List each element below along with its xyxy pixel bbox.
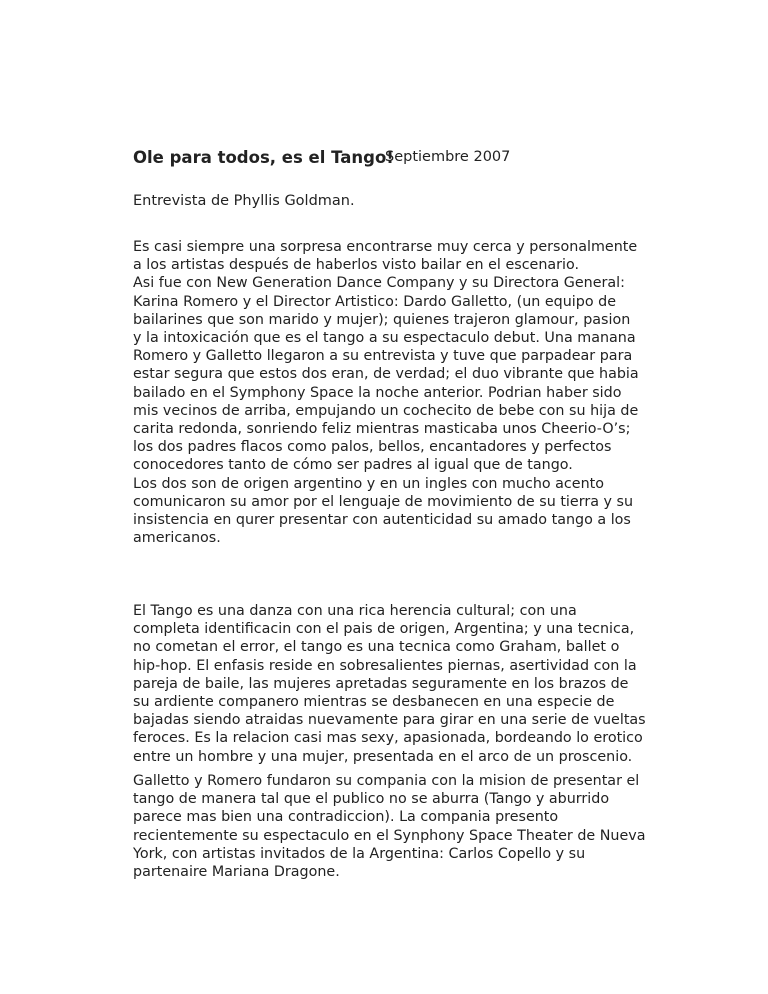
text-line: bailado en el Symphony Space la noche anterior. Podrian haber sido bbox=[133, 384, 622, 401]
text-line: estar segura que estos dos eran, de verdad; el duo vibrante que habia bbox=[133, 366, 639, 383]
text-line: recientemente su espectaculo en el Synphony Space Theater de Nueva bbox=[133, 827, 646, 844]
text-line: Es casi siempre una sorpresa encontrarse muy cerca y personalmente bbox=[133, 239, 638, 255]
paragraph-1 bbox=[133, 238, 639, 547]
text-line: bailarines que son marido y mujer); quienes trajeron glamour, pasion bbox=[133, 311, 631, 328]
text-line: completa identificacin con el pais de origen, Argentina; y una tecnica, bbox=[133, 621, 635, 638]
text-line: York, con artistas invitados de la Argentina: Carlos Copello y su bbox=[133, 845, 586, 862]
text-line: Asi fue con New Generation Dance Company y su Directora General: bbox=[133, 275, 625, 292]
text-line: feroces. Es la relacion casi mas sexy, apasionada, bordeando lo erotico bbox=[133, 730, 643, 747]
text-line: a los artistas después de haberlos visto bailar en el escenario. bbox=[133, 257, 580, 274]
text-line: Los dos son de origen argentino y en un ingles con mucho acento bbox=[133, 475, 605, 492]
text-line: conocedores tanto de cómo ser padres al igual que de tango. bbox=[133, 457, 573, 474]
text-line: Karina Romero y el Director Artistico: Dardo Galletto, (un equipo de bbox=[133, 293, 617, 310]
text-line: americanos. bbox=[133, 530, 221, 547]
text-line: Romero y Galletto llegaron a su entrevista y tuve que parpadear para bbox=[133, 348, 633, 365]
text-line: y la intoxicación que es el tango a su espectaculo debut. Una manana bbox=[133, 330, 636, 347]
text-line: mis vecinos de arriba, empujando un cochecito de bebe con su hija de bbox=[133, 402, 639, 419]
article-date: Septiembre 2007 bbox=[385, 149, 511, 165]
article-title: Ole para todos, es el Tango! bbox=[133, 148, 394, 167]
text-line: los dos padres flacos como palos, bellos, encantadores y perfectos bbox=[133, 439, 612, 456]
paragraph-3 bbox=[133, 772, 646, 881]
text-line: no cometan el error, el tango es una tecnica como Graham, ballet o bbox=[133, 639, 620, 656]
text-line: insistencia en qurer presentar con autenticidad su amado tango a los bbox=[133, 512, 631, 529]
text-line: pareja de baile, las mujeres apretadas seguramente en los brazos de bbox=[133, 675, 629, 692]
text-line: tango de manera tal que el publico no se aburra (Tango y aburrido bbox=[133, 791, 610, 808]
text-line: comunicaron su amor por el lenguaje de movimiento de su tierra y su bbox=[133, 493, 634, 510]
text-line: entre un hombre y una mujer, presentada en el arco de un proscenio. bbox=[133, 748, 633, 765]
paragraph-2 bbox=[133, 602, 646, 766]
text-line: parece mas bien una contradiccion). La compania presento bbox=[133, 809, 559, 826]
text-line: bajadas siendo atraidas nuevamente para girar en una serie de vueltas bbox=[133, 712, 646, 729]
text-line: El Tango es una danza con una rica herencia cultural; con una bbox=[133, 603, 577, 619]
text-line: hip-hop. El enfasis reside en sobresalientes piernas, asertividad con la bbox=[133, 657, 637, 674]
text-line: partenaire Mariana Dragone. bbox=[133, 864, 340, 881]
byline: Entrevista de Phyllis Goldman. bbox=[133, 193, 355, 209]
text-line: carita redonda, sonriendo feliz mientras masticaba unos Cheerio-O’s; bbox=[133, 421, 631, 438]
text-line: Galletto y Romero fundaron su compania con la mision de presentar el bbox=[133, 773, 640, 789]
text-line: su ardiente companero mientras se desbanecen en una especie de bbox=[133, 694, 615, 711]
